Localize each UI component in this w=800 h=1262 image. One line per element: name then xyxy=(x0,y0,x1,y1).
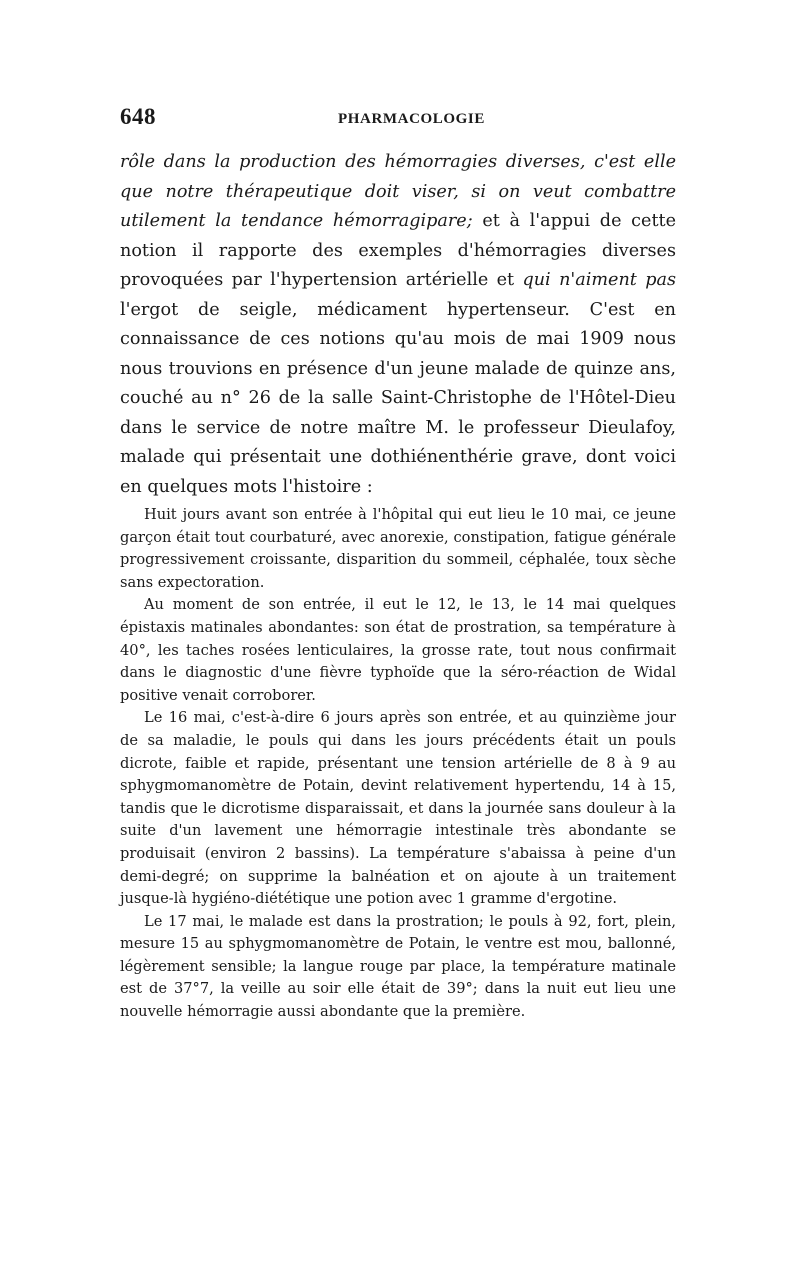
page-number: 648 xyxy=(120,104,156,129)
case-paragraph: Le 16 mai, c'est-à-dire 6 jours après son entrée, et au quinzième jour de sa maladie, le pouls qui dans les jours précédents était un pouls dicrote, faible et rapide, présentant une tension artérielle de 8 à 9 au sphygmomanomètre de Potain, devint relativement hypertendu, 14 à 15, tandis que le dicrotisme disparaissait, et dans la journée sans douleur à la suite d'un lavement une hémorragie intestinale très abondante se produisait (environ 2 bassins). La température s'abaissa à peine d'un demi-degré; on supprime la balnéation et on ajoute à un traitement jusque-là hygiéno-diététique une potion avec 1 gramme d'ergotine. xyxy=(120,709,676,908)
text-segment: l'ergot de seigle, médicament hypertenseur. C'est en connaissance de ces notions qu'au mois de mai 1909 nous nous trouvions en présence d'un jeune malade de quinze ans, couché au n° 26 de la salle Saint-Christophe de l'Hôtel-Dieu dans le service de notre maître M. le professeur Dieulafoy, malade qui présentait une dothiénenthérie grave, dont voici en quelques mots l'histoire : xyxy=(120,299,676,497)
case-paragraph: Au moment de son entrée, il eut le 12, le 13, le 14 mai quelques épistaxis matinales abondantes: son état de prostration, sa température à 40°, les taches rosées lenticulaires, la grosse rate, tout nous confirmait dans le diagnostic d'une fièvre typhoïde que la séro-réaction de Widal positive venait corroborer. xyxy=(120,596,676,704)
italic-segment: rôle dans la production des hémorragies diverses, c'est elle que notre thérapeutique doit viser, si on veut combattre utilement la tendance hémorragipare; xyxy=(120,152,676,231)
case-paragraph: Le 17 mai, le malade est dans la prostration; le pouls à 92, fort, plein, mesure 15 au sphygmomanomètre de Potain, le ventre est mou, ballonné, légèrement sensible; la langue rouge par place, la température matinale est de 37°7, la veille au soir elle était de 39°; dans la nuit eut lieu une nouvelle hémorragie aussi abondante que la première. xyxy=(120,912,676,1021)
text-segment: et à l'appui de cette notion il rapporte des exemples d'hémorragies diverses provoquées par l'hypertension artérielle et xyxy=(120,211,676,290)
page-header xyxy=(120,104,676,140)
case-report xyxy=(120,504,676,1024)
main-paragraph xyxy=(120,148,676,502)
running-head: PHARMACOLOGIE xyxy=(338,111,485,127)
case-paragraph: Huit jours avant son entrée à l'hôpital qui eut lieu le 10 mai, ce jeune garçon était tout courbaturé, avec anorexie, constipation, fatigue générale progressivement croissante, disparition du sommeil, céphalée, toux sèche sans expectoration. xyxy=(120,506,676,591)
italic-segment: qui n'aiment pas xyxy=(522,270,676,290)
